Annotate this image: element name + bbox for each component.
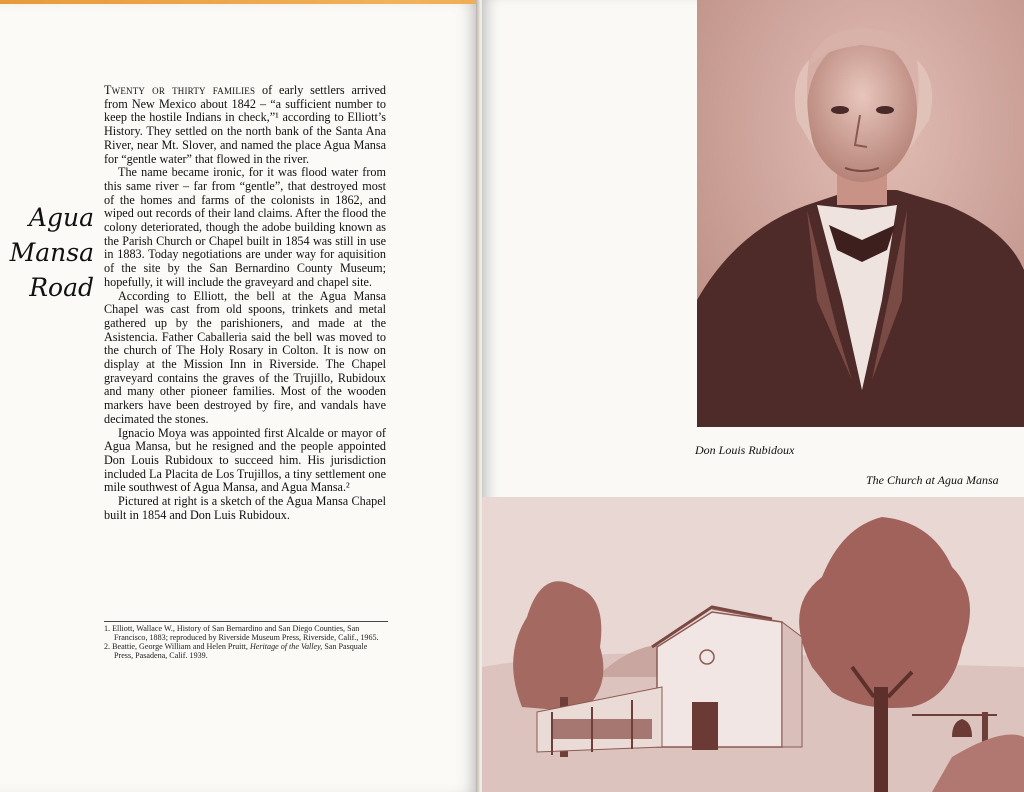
body-text xyxy=(104,84,386,523)
footnote-2-pre: 2. Beattie, George William and Helen Pruitt, xyxy=(104,642,250,652)
footnote-1: 1. Elliott, Wallace W., History of San Bernardino and San Diego Counties, San Francisco, 1883; reproduced by Riverside Museum Press, Riverside, Calif., 1965. xyxy=(104,624,379,642)
left-page xyxy=(0,4,478,792)
paragraph-5: Pictured at right is a sketch of the Agua Mansa Chapel built in 1854 and Don Luis Rubidoux. xyxy=(104,494,386,522)
paragraph-3: According to Elliott, the bell at the Agua Mansa Chapel was cast from old spoons, trinkets and metal gathered up by the parishioners, and made at the Asistencia. Father Caballeria said the bell was moved to the church of The Holy Rosary in Colton. It is now on display at the Mission Inn in Riverside. The Chapel graveyard contains the graves of the Trujillo, Rubidoux and many other pioneer families. Most of the wooden markers have been destroyed by fire, and vandals have decimated the stones. xyxy=(104,288,386,426)
portrait-caption: Don Louis Rubidoux xyxy=(695,443,795,457)
portrait-image xyxy=(697,0,1024,427)
side-title xyxy=(4,200,94,305)
footnotes xyxy=(104,621,388,661)
side-title-line-2: Mansa xyxy=(9,238,94,267)
paragraph-2: The name became ironic, for it was flood water from this same river – far from “gentle”, that destroyed most of the homes and farms of the colonists in 1862, and wiped out records of their land claims. After the flood the colony deteriorated, though the adobe building known as the Parish Church or Chapel built in 1854 was still in use in 1883. Today negotiations are under way for aquisition of the site by the San Bernardino County Museum; hopefully, it will include the graveyard and chapel site. xyxy=(104,165,386,289)
paragraph-1-text: of early settlers arrived from New Mexico about 1842 – “a sufficient number to keep the hostile Indians in check,”¹ according to Elliott’s History. They settled on the north bank of the Santa Ana River, near Mt. Slover, and named the place Agua Mansa for “gentle water” that flowed in the river. xyxy=(104,83,386,166)
side-title-line-3: Road xyxy=(29,273,94,302)
church-image xyxy=(482,497,1024,792)
portrait-photo xyxy=(697,0,1024,427)
church-caption: The Church at Agua Mansa xyxy=(866,473,999,487)
church-sketch xyxy=(482,497,1024,792)
footnote-2 xyxy=(104,643,388,660)
paragraph-4: Ignacio Moya was appointed first Alcalde or mayor of Agua Mansa, but he resigned and the people appointed Don Louis Rubidoux to succeed him. His jurisdiction included La Placita de Los Trujillos, a tiny settlement one mile southwest of Agua Mansa, and Agua Mansa.² xyxy=(104,425,386,495)
footnote-2-title: Heritage of the Valley, xyxy=(249,642,323,652)
side-title-line-1: Agua xyxy=(28,203,94,232)
lead-words: Twenty or thirty families xyxy=(104,83,256,97)
paragraph-1 xyxy=(104,84,386,166)
footnote-2-post: San Pasquale Press, Pasadena, Calif. 1939. xyxy=(114,642,368,660)
